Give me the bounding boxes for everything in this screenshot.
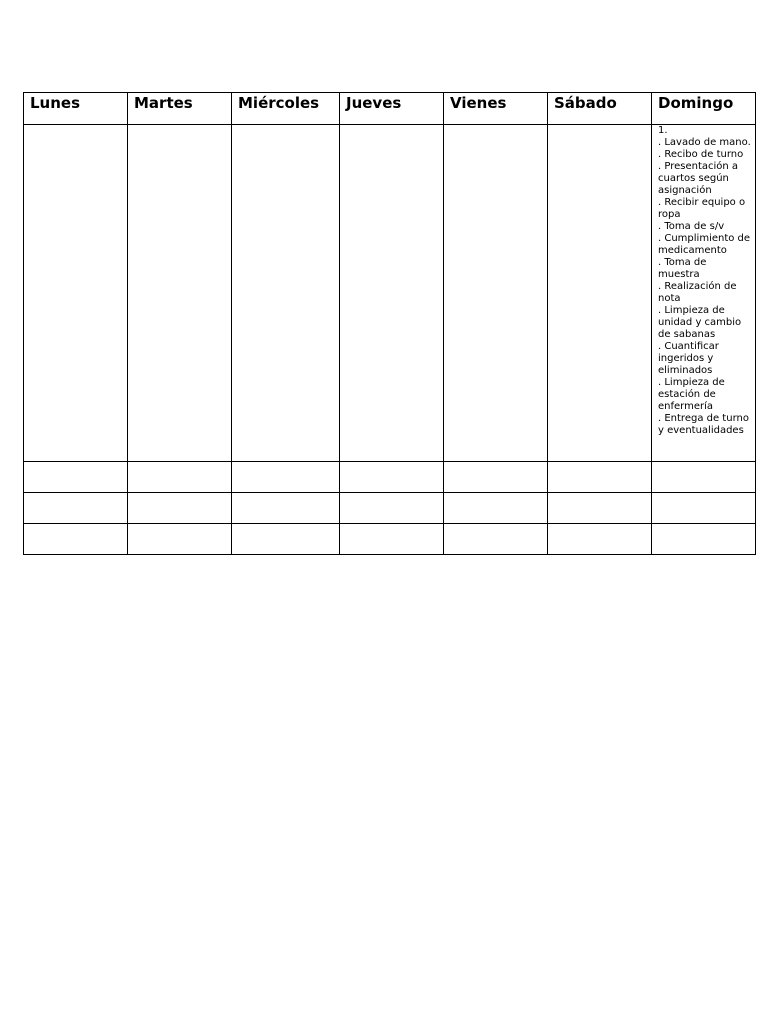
table-cell (444, 462, 548, 493)
task-item: . Recibo de turno (658, 149, 744, 160)
header-row (24, 93, 756, 125)
task-item: . Lavado de mano. (658, 137, 751, 148)
table-cell (232, 524, 340, 555)
table-cell (548, 493, 652, 524)
table-cell (24, 125, 128, 462)
header-jueves: Jueves (340, 93, 444, 125)
table-row (24, 125, 756, 462)
table-cell (128, 524, 232, 555)
table-cell (232, 493, 340, 524)
table-cell (232, 462, 340, 493)
table-cell (444, 125, 548, 462)
domingo-tasks-cell (652, 125, 756, 462)
table-row (24, 462, 756, 493)
task-item: . Realización de nota (658, 281, 737, 304)
table-row (24, 493, 756, 524)
task-item: . Entrega de turno y eventualidades (658, 413, 749, 436)
table-cell (232, 125, 340, 462)
task-item: . Toma de muestra (658, 257, 707, 280)
table-cell (548, 125, 652, 462)
table-cell (340, 524, 444, 555)
table-cell (24, 462, 128, 493)
table-cell (548, 462, 652, 493)
table-cell (128, 493, 232, 524)
table-cell (444, 493, 548, 524)
table-cell (128, 462, 232, 493)
task-item: . Recibir equipo o ropa (658, 197, 746, 220)
task-list (652, 125, 755, 437)
table-cell (340, 493, 444, 524)
header-martes: Martes (128, 93, 232, 125)
table-cell (24, 524, 128, 555)
table-row (24, 524, 756, 555)
table-cell (652, 462, 756, 493)
table-cell (652, 524, 756, 555)
task-number: 1. (658, 125, 668, 136)
table-cell (340, 462, 444, 493)
header-lunes: Lunes (24, 93, 128, 125)
task-item: . Limpieza de unidad y cambio de sabanas (658, 305, 742, 340)
header-domingo: Domingo (652, 93, 756, 125)
table-cell (548, 524, 652, 555)
header-miercoles: Miércoles (232, 93, 340, 125)
table-cell (444, 524, 548, 555)
task-item: . Limpieza de estación de enfermería (658, 377, 725, 412)
weekly-schedule-table (23, 92, 756, 555)
table-cell (128, 125, 232, 462)
header-sabado: Sábado (548, 93, 652, 125)
header-vienes: Vienes (444, 93, 548, 125)
table-cell (340, 125, 444, 462)
task-item: . Toma de s/v (658, 221, 725, 232)
task-item: . Cuantificar ingeridos y eliminados (658, 341, 719, 376)
task-item: . Cumplimiento de medicamento (658, 233, 751, 256)
task-item: . Presentación a cuartos según asignación (658, 161, 739, 196)
table-cell (652, 493, 756, 524)
table-cell (24, 493, 128, 524)
